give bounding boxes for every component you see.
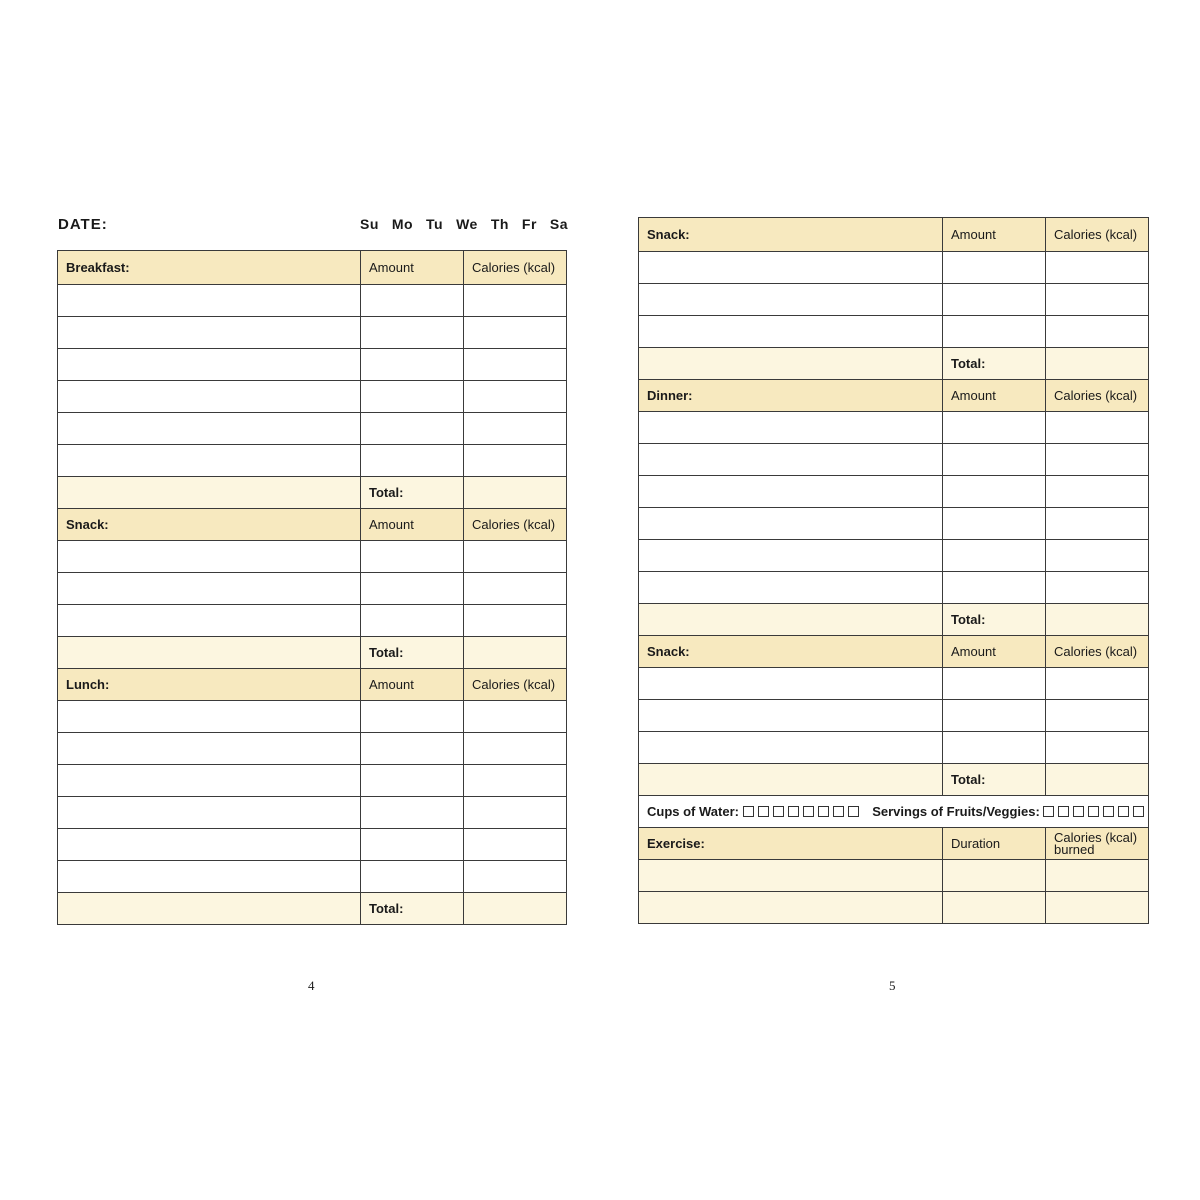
amount-cell[interactable] [361,541,464,573]
food-cell[interactable] [58,829,361,861]
fruit-label: Servings of Fruits/Veggies: [872,804,1040,819]
dinner-header [639,380,1149,412]
water-checkbox[interactable] [773,806,784,817]
food-cell[interactable] [58,797,361,829]
table-row [58,285,567,317]
total-calories-cell[interactable] [464,477,567,509]
calories-cell[interactable] [1046,508,1149,540]
page-number-left: 4 [308,978,315,993]
food-cell[interactable] [58,733,361,765]
total-blank-cell [58,637,361,669]
amount-cell[interactable] [943,572,1046,604]
food-cell[interactable] [58,317,361,349]
amount-cell[interactable] [361,701,464,733]
total-calories-cell[interactable] [1046,348,1149,380]
burned-cell[interactable] [1046,860,1149,892]
water-checkbox[interactable] [833,806,844,817]
fruit-checkbox[interactable] [1103,806,1114,817]
amount-header: Amount [361,509,464,541]
amount-cell[interactable] [943,444,1046,476]
calories-cell[interactable] [1046,668,1149,700]
snack-label: Snack: [639,636,943,668]
calories-cell[interactable] [464,285,567,317]
calories-burned-line1: Calories (kcal) [1054,829,1138,845]
food-cell[interactable] [639,444,943,476]
calories-cell[interactable] [464,445,567,477]
amount-header: Amount [943,380,1046,412]
food-cell[interactable] [639,732,943,764]
duration-header: Duration [943,828,1046,860]
total-label: Total: [361,893,464,925]
calories-cell[interactable] [464,541,567,573]
snack-label: Snack: [639,218,943,252]
calories-cell[interactable] [1046,540,1149,572]
table-row [58,733,567,765]
calories-header: Calories (kcal) [1046,636,1149,668]
table-row [58,701,567,733]
lunch-header [58,669,567,701]
day-we[interactable]: We [456,216,478,232]
amount-cell[interactable] [943,732,1046,764]
exercise-cell[interactable] [639,892,943,924]
food-cell[interactable] [639,284,943,316]
table-row [639,700,1149,732]
amount-cell[interactable] [361,765,464,797]
food-cell[interactable] [58,413,361,445]
table-row [58,317,567,349]
food-cell[interactable] [639,700,943,732]
amount-cell[interactable] [943,316,1046,348]
fruit-checkbox[interactable] [1073,806,1084,817]
food-cell[interactable] [639,252,943,284]
snack-total-row [639,348,1149,380]
amount-header: Amount [943,636,1046,668]
food-cell[interactable] [639,668,943,700]
calories-header: Calories (kcal) [464,669,567,701]
amount-cell[interactable] [361,605,464,637]
water-checkbox[interactable] [788,806,799,817]
total-label: Total: [943,764,1046,796]
page-number-right: 5 [889,978,896,993]
food-cell[interactable] [58,605,361,637]
table-row [639,412,1149,444]
dinner-label: Dinner: [639,380,943,412]
food-cell[interactable] [58,541,361,573]
amount-cell[interactable] [943,700,1046,732]
day-fr[interactable]: Fr [521,216,537,232]
food-cell[interactable] [58,381,361,413]
calories-burned-header [1046,828,1149,860]
table-row [58,797,567,829]
exercise-header [639,828,1149,860]
exercise-row [639,860,1149,892]
breakfast-total-row [58,477,567,509]
table-row [58,605,567,637]
snack-header [639,218,1149,252]
food-cell[interactable] [58,285,361,317]
calories-header: Calories (kcal) [464,251,567,285]
day-sa[interactable]: Sa [549,216,568,232]
day-tu[interactable]: Tu [426,216,444,232]
amount-cell[interactable] [361,573,464,605]
amount-cell[interactable] [943,540,1046,572]
breakfast-header [58,251,567,285]
water-checkbox[interactable] [848,806,859,817]
snack-total-row [639,764,1149,796]
exercise-row [639,892,1149,924]
snack-total-row [58,637,567,669]
day-th[interactable]: Th [490,216,509,232]
calories-cell[interactable] [464,573,567,605]
calories-cell[interactable] [464,797,567,829]
table-row [639,668,1149,700]
food-cell[interactable] [58,765,361,797]
duration-cell[interactable] [943,860,1046,892]
calories-cell[interactable] [464,701,567,733]
calories-header: Calories (kcal) [464,509,567,541]
calories-cell[interactable] [1046,700,1149,732]
table-row [58,349,567,381]
amount-header: Amount [361,669,464,701]
water-fruit-cell [639,796,1149,828]
calories-cell[interactable] [464,861,567,893]
food-cell[interactable] [58,349,361,381]
amount-cell[interactable] [361,445,464,477]
duration-cell[interactable] [943,892,1046,924]
calories-cell[interactable] [464,765,567,797]
water-checkbox[interactable] [743,806,754,817]
table-row [639,316,1149,348]
total-label: Total: [943,348,1046,380]
calories-cell[interactable] [1046,316,1149,348]
food-cell[interactable] [639,508,943,540]
food-cell[interactable] [639,476,943,508]
lunch-total-row [58,893,567,925]
calories-cell[interactable] [464,733,567,765]
food-cell[interactable] [639,540,943,572]
table-row [58,445,567,477]
water-checkbox[interactable] [758,806,769,817]
weekday-selector [360,216,568,232]
calories-cell[interactable] [464,605,567,637]
amount-cell[interactable] [943,668,1046,700]
table-row [639,252,1149,284]
total-blank-cell [639,348,943,380]
fruit-checkbox[interactable] [1088,806,1099,817]
calories-cell[interactable] [1046,572,1149,604]
calories-cell[interactable] [1046,412,1149,444]
table-row [58,413,567,445]
amount-cell[interactable] [361,413,464,445]
amount-cell[interactable] [361,285,464,317]
total-blank-cell [639,604,943,636]
food-cell[interactable] [639,572,943,604]
calories-cell[interactable] [1046,444,1149,476]
water-checkboxes [743,804,867,819]
table-row [58,829,567,861]
total-calories-cell[interactable] [1046,764,1149,796]
calories-burned-line2: burned [1054,841,1095,857]
table-row [58,381,567,413]
fruit-checkbox[interactable] [1118,806,1129,817]
food-cell[interactable] [639,316,943,348]
amount-cell[interactable] [361,861,464,893]
right-food-log [638,217,1149,924]
water-checkbox[interactable] [803,806,814,817]
food-cell[interactable] [58,701,361,733]
table-row [639,572,1149,604]
amount-cell[interactable] [361,317,464,349]
table-row [58,541,567,573]
food-cell[interactable] [58,573,361,605]
snack-header [58,509,567,541]
total-blank-cell [639,764,943,796]
calories-cell[interactable] [464,381,567,413]
calories-cell[interactable] [1046,732,1149,764]
amount-cell[interactable] [943,252,1046,284]
total-label: Total: [943,604,1046,636]
amount-cell[interactable] [943,284,1046,316]
calories-cell[interactable] [464,317,567,349]
fruit-checkbox[interactable] [1043,806,1054,817]
table-row [58,765,567,797]
water-fruit-row [639,796,1149,828]
amount-cell[interactable] [361,381,464,413]
calories-cell[interactable] [464,349,567,381]
amount-cell[interactable] [361,797,464,829]
amount-cell[interactable] [361,349,464,381]
table-row [639,284,1149,316]
food-cell[interactable] [639,412,943,444]
total-calories-cell[interactable] [1046,604,1149,636]
table-row [639,444,1149,476]
total-calories-cell[interactable] [464,893,567,925]
food-cell[interactable] [58,445,361,477]
amount-cell[interactable] [943,508,1046,540]
table-row [639,732,1149,764]
breakfast-label: Breakfast: [58,251,361,285]
water-checkbox[interactable] [818,806,829,817]
fruit-checkbox[interactable] [1133,806,1144,817]
date-label: DATE: [58,216,108,233]
amount-cell[interactable] [943,476,1046,508]
exercise-cell[interactable] [639,860,943,892]
amount-cell[interactable] [361,733,464,765]
calories-cell[interactable] [464,413,567,445]
snack-label: Snack: [58,509,361,541]
left-food-log [57,250,567,925]
calories-cell[interactable] [1046,476,1149,508]
calories-cell[interactable] [464,829,567,861]
food-cell[interactable] [58,861,361,893]
amount-header: Amount [943,218,1046,252]
table-row [639,476,1149,508]
burned-cell[interactable] [1046,892,1149,924]
exercise-label: Exercise: [639,828,943,860]
table-row [639,540,1149,572]
calories-header: Calories (kcal) [1046,218,1149,252]
table-row [58,861,567,893]
total-label: Total: [361,637,464,669]
lunch-label: Lunch: [58,669,361,701]
fruit-checkboxes [1043,804,1148,819]
total-blank-cell [58,893,361,925]
total-calories-cell[interactable] [464,637,567,669]
fruit-checkbox[interactable] [1058,806,1069,817]
water-label: Cups of Water: [647,804,739,819]
calories-cell[interactable] [1046,252,1149,284]
day-su[interactable]: Su [360,216,379,232]
calories-header: Calories (kcal) [1046,380,1149,412]
amount-cell[interactable] [943,412,1046,444]
amount-header: Amount [361,251,464,285]
snack-header [639,636,1149,668]
day-mo[interactable]: Mo [391,216,414,232]
total-label: Total: [361,477,464,509]
dinner-total-row [639,604,1149,636]
total-blank-cell [58,477,361,509]
table-row [639,508,1149,540]
table-row [58,573,567,605]
calories-cell[interactable] [1046,284,1149,316]
amount-cell[interactable] [361,829,464,861]
